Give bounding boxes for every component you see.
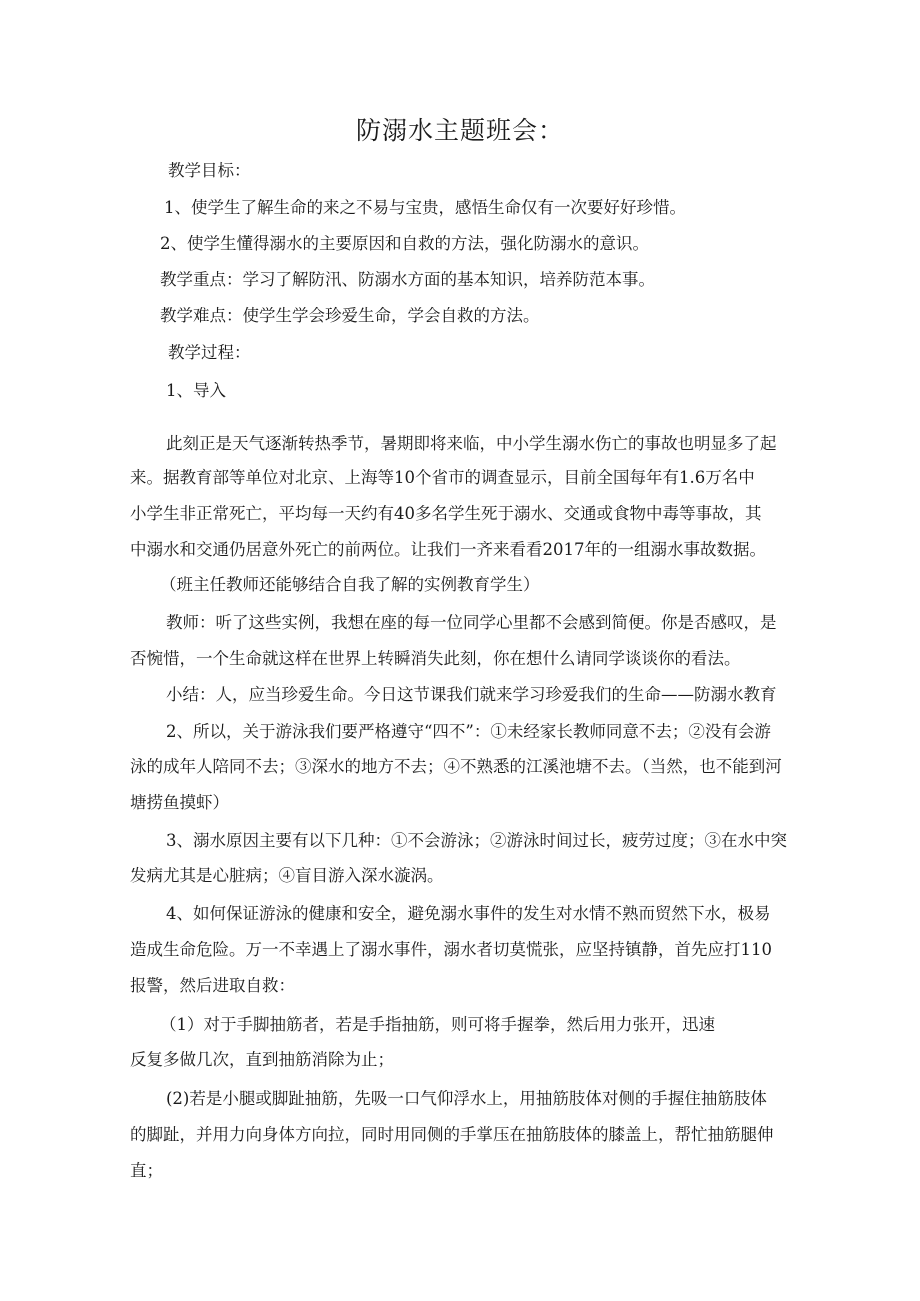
paragraph-line: 发病尤其是心脏病；④盲目游入深水漩涡。 [130,866,444,885]
teacher-note: （班主任教师还能够结合自我了解的实例教育学生） [160,575,540,594]
paragraph-line: 直； [130,1161,163,1180]
paragraph-line: 2、所以，关于游泳我们要严格遵守“四不”：①未经家长教师同意不去；②没有会游 [166,722,771,741]
paragraph-line: 来。据教育部等单位对北京、上海等10个省市的调查显示，目前全国每年有1.6万名中 [130,468,755,487]
document-title: 防溺水主题班会： [355,116,564,145]
step-heading-intro: 1、导入 [166,381,226,400]
paragraph-line: （1）对于手脚抽筋者，若是手指抽筋，则可将手握拳，然后用力张开，迅速 [160,1015,715,1034]
paragraph-line: 泳的成年人陪同不去；③深水的地方不去；④不熟悉的江溪池塘不去。（当然，也不能到河 [130,757,782,776]
paragraph-line: 小学生非正常死亡，平均每一天约有40多名学生死于溺水、交通或食物中毒等事故，其 [130,504,762,523]
paragraph-line: 造成生命危险。万一不幸遇上了溺水事件，溺水者切莫慌张，应坚持镇静，首先应打110 [130,940,772,959]
paragraph-line: 反复多做几次，直到抽筋消除为止； [130,1050,394,1069]
paragraph-line: 此刻正是天气逐渐转热季节，暑期即将来临，中小学生溺水伤亡的事故也明显多了起 [166,434,777,453]
key-points-line: 教学重点：学习了解防汛、防溺水方面的基本知识，培养防范本事。 [160,270,655,289]
section-heading-objectives: 教学目标： [168,161,251,180]
paragraph-line: 塘捞鱼摸虾） [130,793,229,812]
paragraph-line: 的脚趾，并用力向身体方向拉，同时用同侧的手掌压在抽筋肢体的膝盖上，帮忙抽筋腿伸 [130,1125,774,1144]
summary-line: 小结：人，应当珍爱生命。今日这节课我们就来学习珍爱我们的生命——防溺水教育 [166,685,777,704]
paragraph-line: 3、溺水原因主要有以下几种：①不会游泳；②游泳时间过长，疲劳过度；③在水中突 [166,831,787,850]
paragraph-line: 4、如何保证游泳的健康和安全，避免溺水事件的发生对水情不熟而贸然下水，极易 [166,904,771,923]
paragraph-line: 中溺水和交通仍居意外死亡的前两位。让我们一齐来看看2017年的一组溺水事故数据。 [130,540,766,559]
difficulties-line: 教学难点：使学生学会珍爱生命，学会自救的方法。 [160,306,540,325]
section-heading-process: 教学过程： [168,343,251,362]
paragraph-line: 教师：听了这些实例，我想在座的每一位同学心里都不会感到简便。你是否感叹，是 [166,613,777,632]
paragraph-line: 否惋惜，一个生命就这样在世界上转瞬消失此刻，你在想什么请同学谈谈你的看法。 [130,649,741,668]
paragraph-line: 报警，然后进取自救： [130,976,295,995]
paragraph-line: (2)若是小腿或脚趾抽筋，先吸一口气仰浮水上，用抽筋肢体对侧的手握住抽筋肢体 [166,1089,767,1108]
objective-item-2: 2、使学生懂得溺水的主要原因和自救的方法，强化防溺水的意识。 [160,234,649,253]
objective-item-1: 1、使学生了解生命的来之不易与宝贵，感悟生命仅有一次要好好珍惜。 [164,198,686,217]
